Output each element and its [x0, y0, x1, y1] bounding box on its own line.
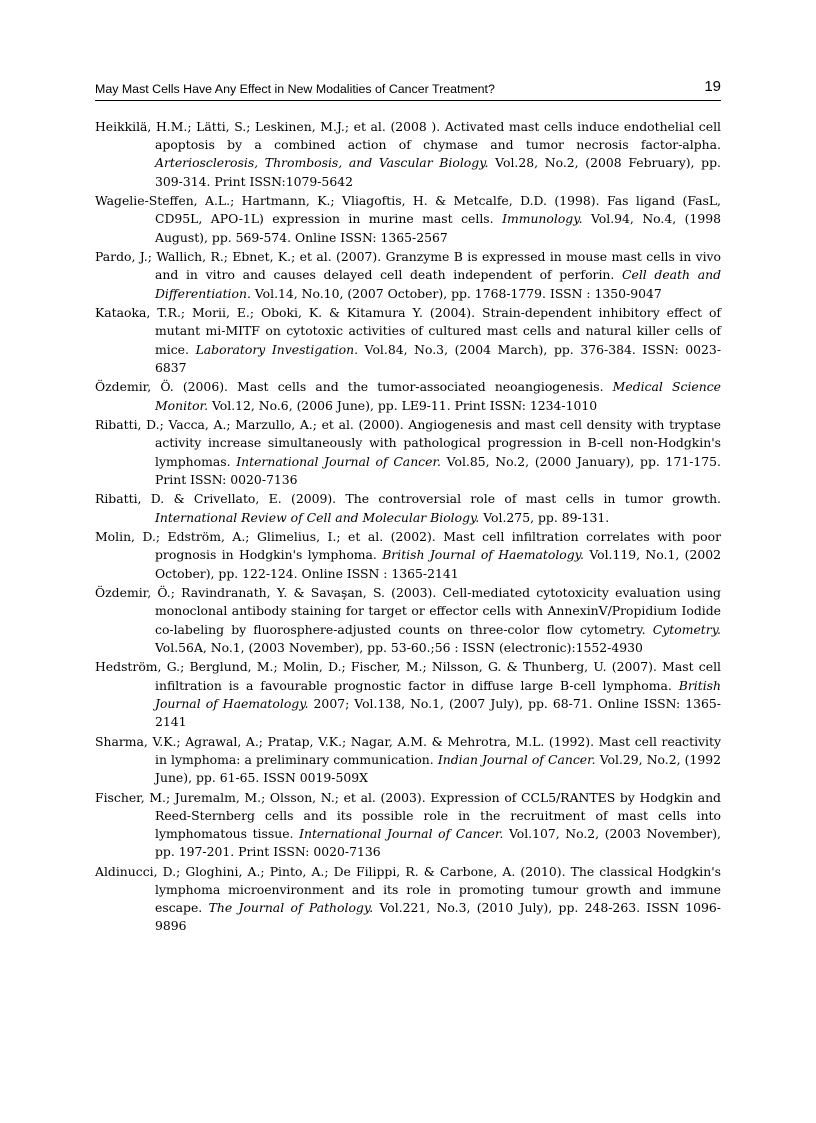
reference-journal: Laboratory Investigation. — [195, 341, 359, 357]
reference-details: Vol.12, No.6, (2006 June), pp. LE9-11. Print ISSN: 1234-1010 — [208, 397, 598, 413]
reference-entry — [95, 416, 721, 489]
reference-journal: International Review of Cell and Molecular Biology. — [155, 509, 480, 525]
reference-details: Vol.275, pp. 89-131. — [479, 509, 610, 525]
reference-text: Özdemir, Ö.; Ravindranath, Y. & Savaşan, S. (2003). Cell-mediated cytotoxicity evaluation using monoclonal antibody staining for target or effector cells with AnnexinV/Propidium Iodide co-labeling by fluorosphere-adjusted counts on three-color flow cytometry. — [95, 585, 721, 637]
reference-details: Vol.119, No.1, (2002 October), pp. 122-124. Online ISSN : 1365-2141 — [155, 547, 721, 581]
reference-journal: Medical Science Monitor. — [155, 379, 722, 413]
reference-text: Aldinucci, D.; Gloghini, A.; Pinto, A.; De Filippi, R. & Carbone, A. (2010). The classical Hodgkin's lymphoma microenvironment and its role in promoting tumour growth and immune escape. — [95, 863, 721, 916]
reference-entry — [95, 378, 721, 414]
reference-journal: International Journal of Cancer. — [236, 453, 441, 469]
reference-journal: British Journal of Haematology. — [155, 677, 721, 711]
reference-details: Vol.107, No.2, (2003 November), pp. 197-201. Print ISSN: 0020-7136 — [155, 826, 721, 860]
reference-details: Vol.29, No.2, (1992 June), pp. 61-65. ISSN 0019-509X — [155, 751, 722, 786]
reference-entry — [95, 584, 721, 657]
reference-entry — [95, 490, 721, 526]
reference-text: Özdemir, Ö. (2006). Mast cells and the tumor-associated neoangiogenesis. — [95, 379, 613, 395]
reference-text: Sharma, V.K.; Agrawal, A.; Pratap, V.K.; Nagar, A.M. & Mehrotra, M.L. (1992). Mast cell reactivity in lymphoma: a preliminary communication. — [95, 733, 721, 767]
reference-journal: Indian Journal of Cancer. — [437, 751, 596, 767]
reference-journal: The Journal of Pathology. — [208, 900, 374, 916]
reference-entry — [95, 863, 721, 936]
reference-text: Pardo, J.; Wallich, R.; Ebnet, K.; et al. (2007). Granzyme B is expressed in mouse mast cells in vivo and in vitro and causes delayed cell death independent of perforin. — [95, 249, 721, 283]
reference-text: Ribatti, D. & Crivellato, E. (2009). The controversial role of mast cells in tumor growth. — [95, 491, 721, 507]
reference-details: Vol.94, No.4, (1998 August), pp. 569-574. Online ISSN: 1365-2567 — [155, 211, 721, 245]
reference-entry — [95, 789, 721, 862]
reference-journal: Cell death and Differentiation. — [155, 267, 721, 301]
reference-details: Vol.84, No.3, (2004 March), pp. 376-384. ISSN: 0023-6837 — [155, 341, 722, 375]
reference-journal: British Journal of Haematology. — [382, 547, 584, 563]
reference-details: Vol.221, No.3, (2010 July), pp. 248-263. ISSN 1096-9896 — [155, 900, 721, 934]
reference-list — [95, 118, 721, 937]
running-header-title: May Mast Cells Have Any Effect in New Modalities of Cancer Treatment? — [95, 82, 495, 96]
reference-text: Hedström, G.; Berglund, M.; Molin, D.; Fischer, M.; Nilsson, G. & Thunberg, U. (2007). Mast cell infiltration is a favourable prognostic factor in diffuse large B-cell lymphoma. — [95, 659, 721, 693]
reference-entry — [95, 528, 721, 583]
reference-text: Wagelie-Steffen, A.L.; Hartmann, K.; Vliagoftis, H. & Metcalfe, D.D. (1998). Fas ligand (FasL, CD95L, APO-1L) expression in murine mast cells. — [95, 193, 721, 227]
reference-details: Vol.28, No.2, (2008 February), pp. 309-314. Print ISSN:1079-5642 — [155, 155, 721, 189]
reference-entry — [95, 304, 721, 377]
reference-text: Ribatti, D.; Vacca, A.; Marzullo, A.; et al. (2000). Angiogenesis and mast cell density with tryptase activity increase simultaneously with pathological progression in B-cell non-Hodgkin's lymphomas. — [95, 417, 721, 469]
reference-journal: Cytometry. — [652, 621, 721, 637]
reference-entry — [95, 118, 721, 191]
reference-text: Kataoka, T.R.; Morii, E.; Oboki, K. & Kitamura Y. (2004). Strain-dependent inhibitory effect of mutant mi-MITF on cytotoxic activities of cultured mast cells and natural killer cells of mice. — [95, 305, 721, 357]
reference-entry — [95, 248, 721, 303]
reference-text: Molin, D.; Edström, A.; Glimelius, I.; et al. (2002). Mast cell infiltration correlates with poor prognosis in Hodgkin's lymphoma. — [95, 529, 721, 563]
reference-entry — [95, 658, 721, 731]
running-header — [95, 78, 721, 101]
reference-entry — [95, 733, 721, 788]
reference-entry — [95, 192, 721, 247]
reference-journal: Immunology. — [502, 211, 583, 227]
page-number: 19 — [704, 78, 721, 95]
reference-details: Vol.14, No.10, (2007 October), pp. 1768-1779. ISSN : 1350-9047 — [250, 285, 662, 301]
reference-text: Fischer, M.; Juremalm, M.; Olsson, N.; et al. (2003). Expression of CCL5/RANTES by Hodgkin and Reed-Sternberg cells and its possible role in the recruitment of mast cells into lymphomatous tissue. — [95, 789, 721, 842]
reference-journal: International Journal of Cancer. — [299, 826, 504, 842]
reference-journal: Arteriosclerosis, Thrombosis, and Vascular Biology. — [155, 155, 489, 171]
reference-text: Heikkilä, H.M.; Lätti, S.; Leskinen, M.J.; et al. (2008 ). Activated mast cells induce endothelial cell apoptosis by a combined action of chymase and tumor necrosis factor-alpha. — [95, 119, 721, 153]
reference-details: 2007; Vol.138, No.1, (2007 July), pp. 68-71. Online ISSN: 1365-2141 — [155, 695, 721, 730]
reference-details: Vol.85, No.2, (2000 January), pp. 171-175. Print ISSN: 0020-7136 — [155, 453, 721, 487]
reference-details: Vol.56A, No.1, (2003 November), pp. 53-60.;56 : ISSN (electronic):1552-4930 — [155, 639, 643, 655]
